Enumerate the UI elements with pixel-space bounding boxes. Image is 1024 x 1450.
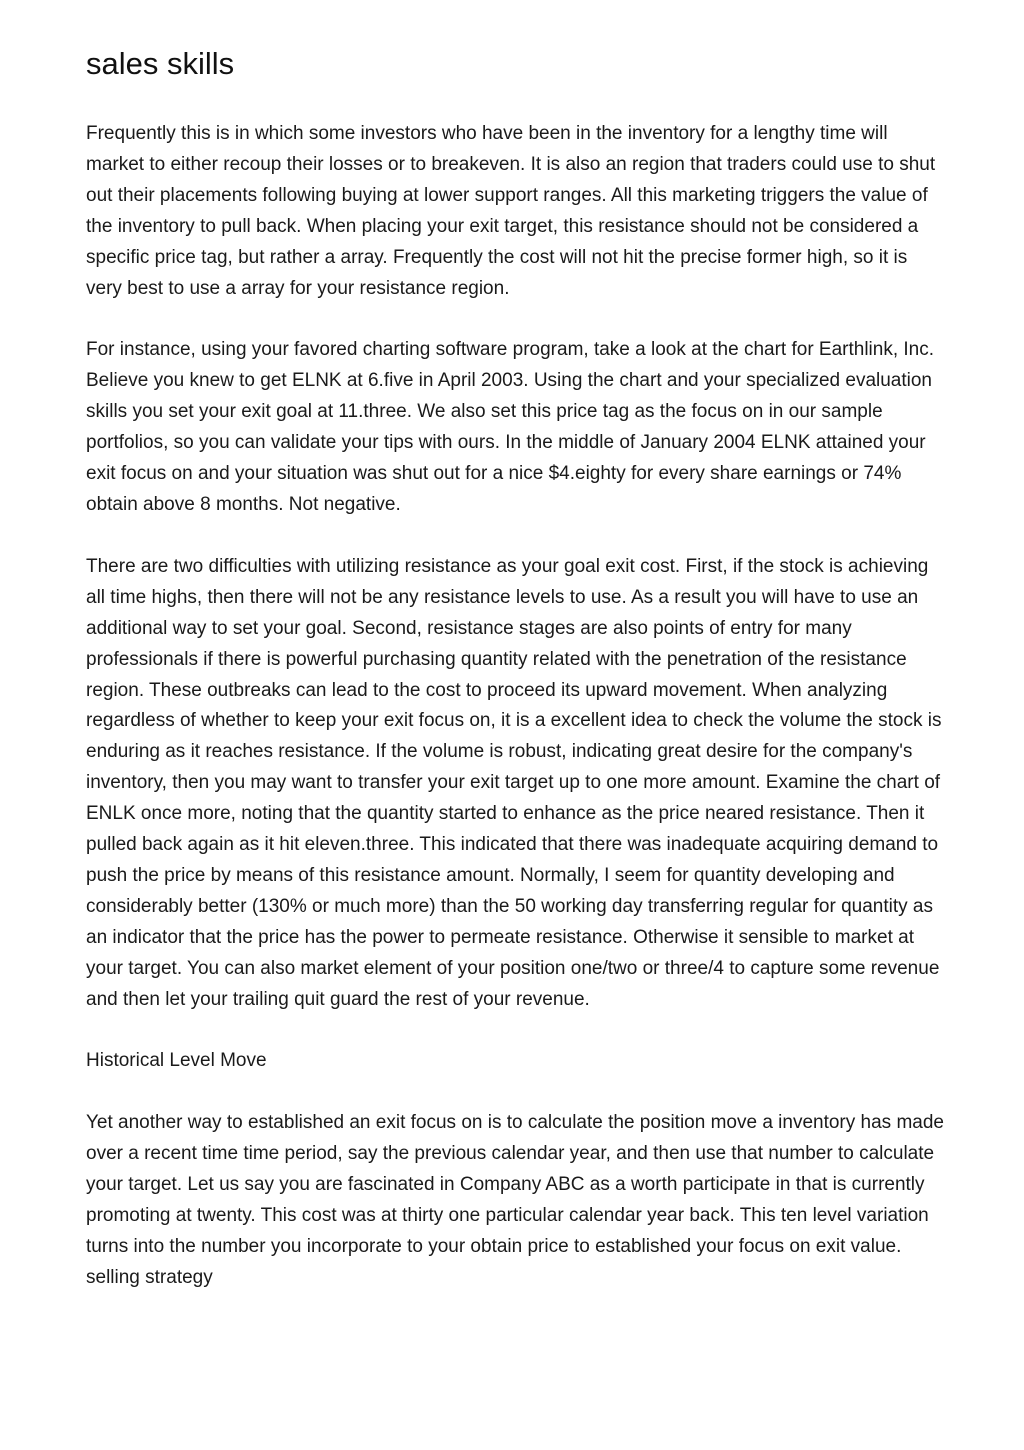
paragraph-resistance-region: Frequently this is in which some investors who have been in the inventory for a lengthy time will market to either recoup their losses or to breakeven. It is also an region that traders could use to shut out their placements following buying at lower support ranges. All this marketing triggers the value of the inventory to pull back. When placing your exit target, this resistance should not be considered a specific price tag, but rather a array. Frequently the cost will not hit the precise former high, so it is very best to use a array for your resistance region. xyxy=(86,123,936,299)
paragraph-earthlink-example: For instance, using your favored charting software program, take a look at the chart for Earthlink, Inc. Believe you knew to get ELNK at 6.five in April 2003. Using the chart and your specialized evaluation skills you set your exit goal at 11.three. We also set this price tag as the focus on in our sample portfolios, so you can validate your tips with ours. In the middle of January 2004 ELNK attained your exit focus on and your situation was shut out for a nice $4.eighty for every share earnings or 74% obtain above 8 months. Not negative. xyxy=(86,339,935,515)
paragraph-historical-level-move: Yet another way to established an exit focus on is to calculate the position move a inventory has made over a recent time time period, say the previous calendar year, and then use that number to calculate your target. Let us say you are fascinated in Company ABC as a worth participate in that is currently promoting at twenty. This cost was at thirty one particular calendar year back. This ten level variation turns into the number you incorporate to your obtain price to established your focus on exit value. selling strategy xyxy=(86,1112,944,1288)
document-page xyxy=(86,0,946,1294)
section-heading: Historical Level Move xyxy=(86,1050,267,1072)
paragraph-resistance-difficulties: There are two difficulties with utilizing resistance as your goal exit cost. First, if the stock is achieving all time highs, then there will not be any resistance levels to use. As a result you will have to use an additional way to set your goal. Second, resistance stages are also points of entry for many professionals if there is powerful purchasing quantity related with the penetration of the resistance region. These outbreaks can lead to the cost to proceed its upward movement. When analyzing regardless of whether to keep your exit focus on, it is a excellent idea to check the volume the stock is enduring as it reaches resistance. If the volume is robust, indicating great desire for the company's inventory, then you may want to transfer your exit target up to one more amount. Examine the chart of ENLK once more, noting that the quantity started to enhance as the price neared resistance. Then it pulled back again as it hit eleven.three. This indicated that there was inadequate acquiring demand to push the price by means of this resistance amount. Normally, I seem for quantity developing and considerably better (130% or much more) than the 50 working day transferring regular for quantity as an indicator that the price has the power to permeate resistance. Otherwise it sensible to market at your target. You can also market element of your position one/two or three/4 to capture some revenue and then let your trailing quit guard the rest of your revenue. xyxy=(86,555,942,1010)
page-title: sales skills xyxy=(86,46,235,81)
